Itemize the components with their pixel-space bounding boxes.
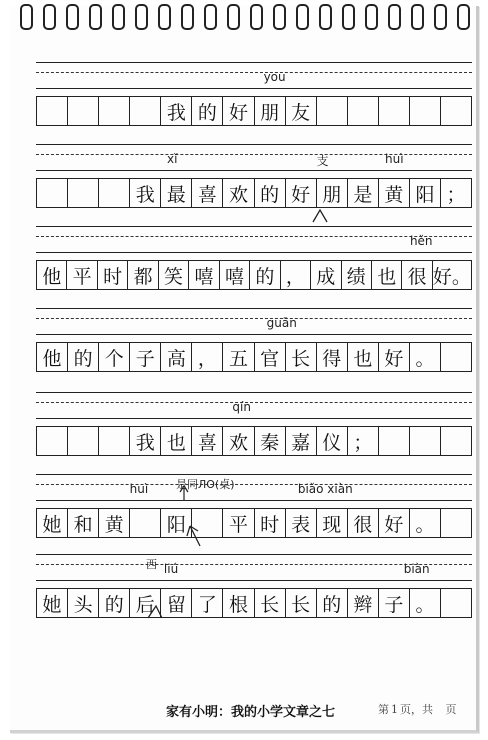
grid-cell: 成: [311, 261, 341, 289]
grid-cell: [68, 179, 99, 207]
pinyin-guide-line: [36, 402, 472, 403]
pinyin-annotation: hěn: [409, 234, 433, 248]
grid-cell: [441, 97, 471, 125]
ruled-line: [36, 62, 472, 63]
footer-title: 家有小明：我的小学文章之七: [166, 705, 336, 720]
binding-ring: [89, 4, 102, 30]
grid-cell: 她: [37, 589, 68, 617]
character-grid-row: [36, 96, 472, 126]
grid-cell: 长: [255, 589, 286, 617]
grid-cell: 阳: [410, 179, 441, 207]
binding-ring: [411, 4, 424, 30]
grid-cell: 他: [37, 261, 67, 289]
grid-cell: 得: [317, 343, 348, 371]
grid-cell: 好。: [432, 265, 471, 288]
grid-cell: 长: [286, 589, 317, 617]
grid-cell: 了: [192, 589, 223, 617]
pinyin-annotation: huì: [385, 152, 404, 166]
binding-ring: [43, 4, 56, 30]
grid-cell: 的: [317, 589, 348, 617]
grid-cell: 也: [161, 427, 192, 455]
grid-cell: [99, 427, 130, 455]
pinyin-guide-line: [36, 154, 472, 155]
ruled-line: [36, 474, 472, 475]
binding-ring: [204, 4, 217, 30]
binding-ring: [296, 4, 309, 30]
grid-cell: 喜: [192, 179, 223, 207]
binding-ring: [434, 4, 447, 30]
ruled-line: [36, 554, 472, 555]
pinyin-annotation: you: [263, 70, 286, 84]
grid-cell: 好: [379, 343, 410, 371]
pinyin-base-line: [36, 500, 472, 501]
pinyin-guide-line: [36, 484, 472, 485]
grid-cell: 。: [410, 589, 441, 617]
grid-cell: [317, 97, 348, 125]
character-grid-row: [36, 342, 472, 372]
grid-cell: 很: [402, 261, 432, 289]
grid-cell: 的: [250, 261, 280, 289]
pinyin-annotation: biàn: [403, 562, 430, 576]
grid-cell: 欢: [223, 179, 254, 207]
ruled-line: [36, 308, 472, 309]
grid-cell: 子: [379, 589, 410, 617]
grid-cell: 我: [161, 97, 192, 125]
grid-cell: [379, 427, 410, 455]
grid-cell: [410, 97, 441, 125]
grid-cell: [37, 97, 68, 125]
grid-cell: 绩: [342, 261, 372, 289]
grid-cell: 的: [68, 343, 99, 371]
grid-cell: [68, 97, 99, 125]
grid-cell: 和: [68, 509, 99, 537]
grid-cell: 官: [255, 343, 286, 371]
grid-cell: 欢: [223, 427, 254, 455]
grid-cell: [130, 509, 161, 537]
grid-cell: 最: [161, 179, 192, 207]
pinyin-annotation: qín: [232, 400, 251, 414]
grid-cell: [379, 97, 410, 125]
grid-cell: 是: [348, 179, 379, 207]
grid-cell: 嘉: [286, 427, 317, 455]
grid-cell: 后: [130, 589, 161, 617]
grid-cell: [99, 97, 130, 125]
grid-cell: 时: [98, 261, 128, 289]
page-indicator: [378, 701, 459, 717]
spiral-binding: [12, 0, 472, 34]
binding-ring: [250, 4, 263, 30]
grid-cell: [441, 343, 471, 371]
binding-ring: [66, 4, 79, 30]
grid-cell: [410, 427, 441, 455]
grid-cell: 黄: [379, 179, 410, 207]
binding-ring: [319, 4, 332, 30]
grid-cell: 他: [37, 343, 68, 371]
grid-cell: 阳: [161, 509, 192, 537]
pinyin-base-line: [36, 170, 472, 171]
character-grid-row: [36, 260, 472, 290]
pinyin-annotation: xǐ: [167, 152, 178, 166]
grid-cell: 辫: [348, 589, 379, 617]
page-label-mid: 页，共: [400, 703, 433, 716]
grid-cell: ，: [192, 343, 223, 371]
ruled-line: [36, 144, 472, 145]
correction-note: 是同ЛО(桌): [176, 478, 235, 491]
character-grid-row: [36, 588, 472, 618]
pinyin-guide-line: [36, 318, 472, 319]
binding-ring: [388, 4, 401, 30]
grid-cell: 五: [223, 343, 254, 371]
small-note: 西: [146, 558, 157, 571]
grid-cell: 很: [348, 509, 379, 537]
grid-cell: 仪: [317, 427, 348, 455]
pinyin-annotation: liú: [163, 562, 179, 576]
page-number: 1: [391, 703, 398, 716]
grid-cell: 我: [130, 179, 161, 207]
pinyin-base-line: [36, 418, 472, 419]
grid-cell: 表: [286, 509, 317, 537]
grid-cell: 秦: [255, 427, 286, 455]
grid-cell: 头: [68, 589, 99, 617]
grid-cell: [99, 179, 130, 207]
grid-cell: 朋: [255, 97, 286, 125]
grid-cell: 平: [67, 261, 97, 289]
pinyin-guide-line: [36, 236, 472, 237]
binding-ring: [273, 4, 286, 30]
grid-cell: 都: [128, 261, 158, 289]
character-grid-row: [36, 426, 472, 456]
grid-cell: 朋: [317, 179, 348, 207]
grid-cell: 时: [255, 509, 286, 537]
grid-cell: 也: [348, 343, 379, 371]
grid-cell: 嘻: [220, 261, 250, 289]
grid-cell: 子: [130, 343, 161, 371]
pinyin-annotation: guān: [266, 316, 297, 330]
ruled-line: [36, 392, 472, 393]
grid-cell: 平: [223, 509, 254, 537]
binding-ring: [112, 4, 125, 30]
binding-ring: [181, 4, 194, 30]
grid-cell: [441, 427, 471, 455]
binding-ring: [20, 4, 33, 30]
pinyin-base-line: [36, 334, 472, 335]
grid-cell: 留: [161, 589, 192, 617]
grid-cell: 根: [223, 589, 254, 617]
grid-cell: [37, 179, 68, 207]
pinyin-base-line: [36, 580, 472, 581]
grid-cell: [348, 97, 379, 125]
binding-ring: [365, 4, 378, 30]
binding-ring: [135, 4, 148, 30]
grid-cell: 现: [317, 509, 348, 537]
grid-cell: [130, 97, 161, 125]
grid-cell: 的: [192, 97, 223, 125]
grid-cell: 好: [223, 97, 254, 125]
grid-cell: 喜: [192, 427, 223, 455]
grid-cell: 友: [286, 97, 317, 125]
pinyin-annotation: 支: [316, 154, 329, 168]
pinyin-base-line: [36, 252, 472, 253]
grid-cell: 我: [130, 427, 161, 455]
grid-cell: ；: [446, 183, 466, 206]
grid-cell: 黄: [99, 509, 130, 537]
grid-cell: 的: [255, 179, 286, 207]
pinyin-base-line: [36, 88, 472, 89]
binding-ring: [457, 4, 470, 30]
grid-cell: 好: [286, 179, 317, 207]
page-label-prefix: 第: [378, 703, 389, 716]
character-grid-row: [36, 178, 472, 208]
grid-cell: 。: [410, 509, 441, 537]
grid-cell: 好: [379, 509, 410, 537]
grid-cell: 高: [161, 343, 192, 371]
grid-cell: 的: [99, 589, 130, 617]
binding-ring: [342, 4, 355, 30]
pinyin-annotation: huì: [129, 482, 149, 496]
grid-cell: [68, 427, 99, 455]
ruled-line: [36, 226, 472, 227]
grid-cell: 长: [286, 343, 317, 371]
page-label-suffix: 页: [445, 703, 457, 716]
pinyin-guide-line: [36, 72, 472, 73]
grid-cell: 她: [37, 509, 68, 537]
grid-cell: 笑: [159, 261, 189, 289]
grid-cell: [192, 509, 223, 537]
grid-cell: ；: [348, 427, 379, 455]
grid-cell: [441, 509, 471, 537]
grid-cell: 嘻: [189, 261, 219, 289]
pinyin-annotation: biǎo xiàn: [297, 482, 353, 496]
grid-cell: [441, 589, 471, 617]
grid-cell: 个: [99, 343, 130, 371]
binding-ring: [227, 4, 240, 30]
grid-cell: 也: [372, 261, 402, 289]
grid-cell: ，: [281, 261, 311, 289]
grid-cell: 。: [410, 343, 441, 371]
binding-ring: [158, 4, 171, 30]
grid-cell: [37, 427, 68, 455]
character-grid-row: [36, 508, 472, 538]
